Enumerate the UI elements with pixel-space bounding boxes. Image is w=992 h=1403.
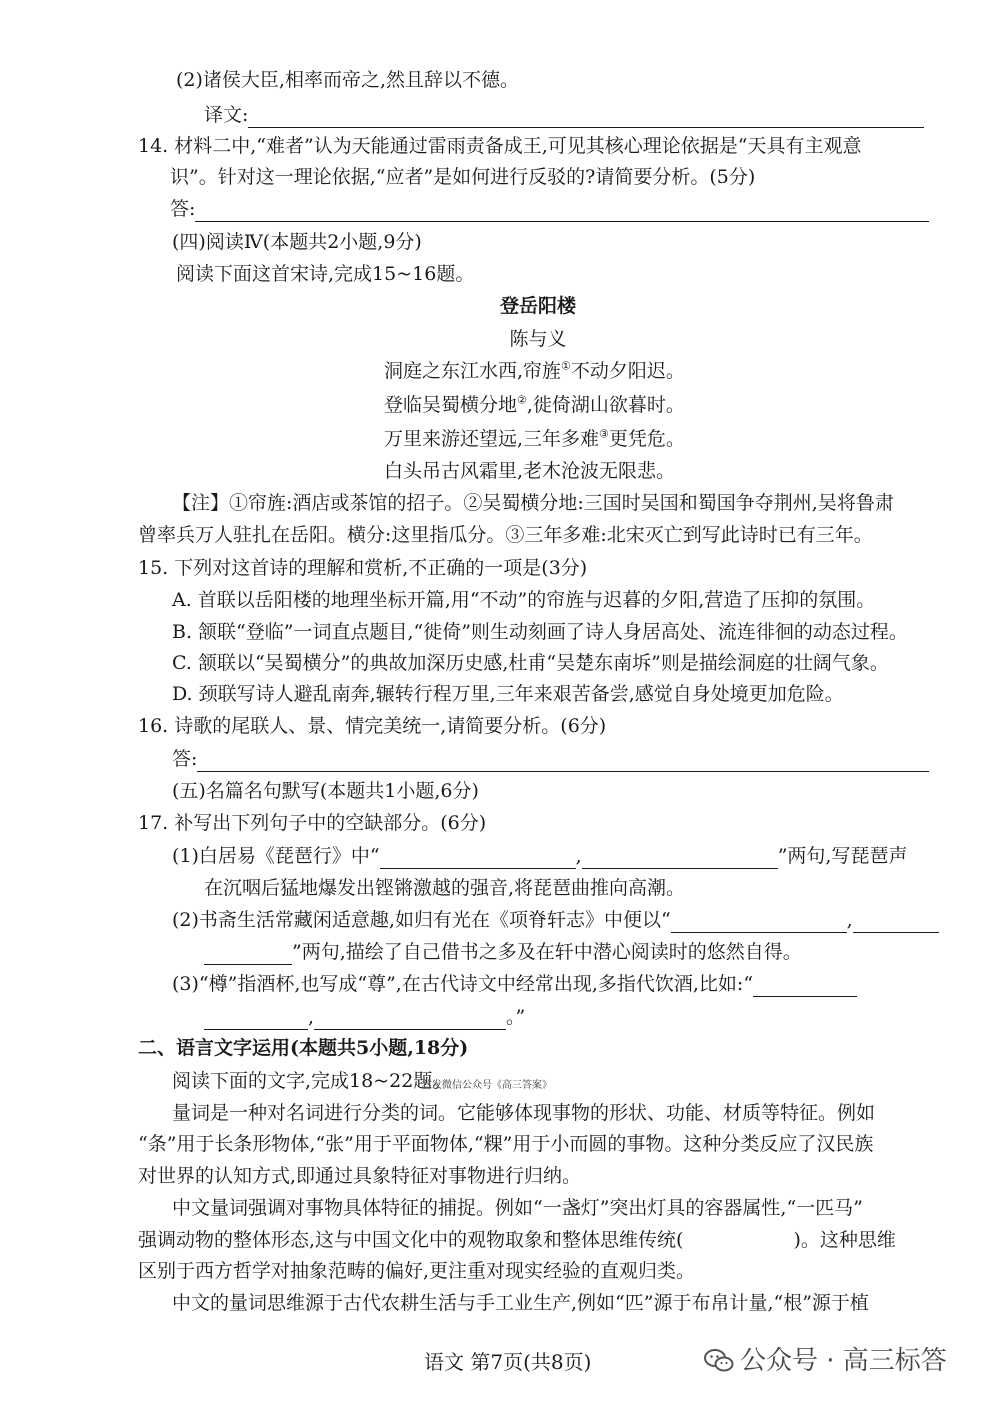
passage-p2-line2 xyxy=(138,1227,896,1253)
q16-stem: 16. 诗歌的尾联人、景、情完美统一,请简要分析。(6分) xyxy=(138,715,607,737)
q17-item-2 xyxy=(172,907,939,933)
q17-item-3-text: (3)“樽”指酒杯,也写成“尊”,在古代诗文中经常出现,多指代饮酒,比如:“ xyxy=(172,973,754,995)
q15-stem: 15. 下列对这首诗的理解和赏析,不正确的一项是(3分) xyxy=(138,557,588,579)
answer-label: 答: xyxy=(172,748,198,770)
passage-p2-line2-text-b: )。这种思维 xyxy=(793,1229,896,1251)
watermark-text: 公众号 · 高三标答 xyxy=(740,1346,947,1376)
q16-answer-row xyxy=(172,746,929,772)
poem-line-3-text-b: 更凭危。 xyxy=(608,428,685,450)
q17-3-end-quote: 。” xyxy=(506,1006,526,1028)
section-4-heading: (四)阅读Ⅳ(本题共2小题,9分) xyxy=(172,231,422,253)
q17-item-1-text-a: (1)白居易《琵琶行》中“ xyxy=(172,845,380,867)
q16-answer-line[interactable] xyxy=(197,751,929,772)
q17-item-2-text-b: ”两句,描绘了自己借书之多及在轩中潜心阅读时的悠然自得。 xyxy=(292,941,802,963)
q17-2-comma: , xyxy=(846,909,853,931)
q17-item-3 xyxy=(172,971,857,997)
small-watermark-text: 首发微信公众号《高三答案》 xyxy=(422,1080,552,1091)
footnote-marker-2: ② xyxy=(517,393,527,407)
poem-line-2-text-b: ,徙倚湖山欲暮时。 xyxy=(526,394,685,416)
poem-author: 陈与义 xyxy=(509,328,567,350)
part-2-intro: 阅读下面的文字,完成18~22题。 xyxy=(172,1070,452,1092)
wechat-icon xyxy=(704,1348,734,1374)
poem-line-2 xyxy=(384,392,685,418)
translation-label: 译文: xyxy=(204,104,249,126)
q17-item-2-continued xyxy=(204,939,802,965)
answer-label: 答: xyxy=(170,198,196,220)
q15-option-a[interactable]: A. 首联以岳阳楼的地理坐标开篇,用“不动”的帘旌与迟暮的夕阳,营造了压抑的氛围。 xyxy=(172,589,876,611)
passage-p1-line3: 对世界的认知方式,即通过具象特征对事物进行归纳。 xyxy=(138,1165,582,1187)
poem-line-4: 白头吊古风霜里,老木沧波无限悲。 xyxy=(384,460,676,482)
q17-1-blank-b[interactable] xyxy=(582,848,778,869)
q17-3-blank-a-start[interactable] xyxy=(753,976,857,997)
q14-answer-line[interactable] xyxy=(195,201,929,222)
section-5-heading: (五)名篇名句默写(本题共1小题,6分) xyxy=(172,780,479,802)
footnote-marker-3: ③ xyxy=(599,427,609,441)
passage-p3-line1: 中文的量词思维源于古代农耕生活与手工业生产,例如“匹”源于布帛计量,“根”源于植 xyxy=(172,1292,869,1314)
q17-item-1-text-b: ”两句,写琵琶声 xyxy=(777,845,908,867)
note-line-1: 【注】①帘旌:酒店或茶馆的招子。②吴蜀横分地:三国时吴国和蜀国争夺荆州,吴将鲁肃 xyxy=(172,492,894,514)
q17-item-1 xyxy=(172,843,907,869)
poem-line-3 xyxy=(384,426,685,452)
note-line-2: 曾率兵万人驻扎在岳阳。横分:这里指瓜分。③三年多难:北宋灭亡到写此诗时已有三年。 xyxy=(138,524,873,546)
page-footer: 语文 第7页(共8页) xyxy=(424,1350,592,1374)
q13-item-2: (2)诸侯大臣,相率而帝之,然且辞以不德。 xyxy=(176,69,519,91)
q14-stem-line1: 14. 材料二中,“难者”认为天能通过雷雨责备成王,可见其核心理论依据是“天具有主观意 xyxy=(138,135,862,157)
q17-item-1-continued: 在沉咽后猛地爆发出铿锵激越的强音,将琵琶曲推向高潮。 xyxy=(204,877,686,899)
poem-title: 登岳阳楼 xyxy=(499,295,576,317)
q17-1-blank-a[interactable] xyxy=(380,848,576,869)
q17-2-blank-b-start[interactable] xyxy=(853,912,939,933)
q17-2-blank-b-end[interactable] xyxy=(204,944,292,965)
q17-item-3-continued xyxy=(204,1004,525,1030)
q17-1-comma: , xyxy=(575,845,582,867)
poem-line-2-text-a: 登临吴蜀横分地 xyxy=(384,394,518,416)
section-4-intro: 阅读下面这首宋诗,完成15~16题。 xyxy=(176,263,475,285)
wechat-watermark xyxy=(704,1348,947,1374)
q14-stem-line2: 识”。针对这一理论依据,“应者”是如何进行反驳的?请简要分析。(5分) xyxy=(170,166,756,188)
q15-option-d[interactable]: D. 颈联写诗人避乱南奔,辗转行程万里,三年来艰苦备尝,感觉自身处境更加危险。 xyxy=(172,683,844,705)
passage-p1-line1: 量词是一种对名词进行分类的词。它能够体现事物的形状、功能、材质等特征。例如 xyxy=(172,1102,876,1124)
poem-line-1-text-a: 洞庭之东江水西,帘旌 xyxy=(384,360,562,382)
q17-3-comma: , xyxy=(308,1006,315,1028)
passage-p1-line2: “条”用于长条形物体,“张”用于平面物体,“粿”用于小而圆的事物。这种分类反应了汉民族 xyxy=(138,1133,874,1155)
q17-3-blank-a-end[interactable] xyxy=(204,1009,308,1030)
q17-3-blank-b[interactable] xyxy=(314,1009,506,1030)
q17-stem: 17. 补写出下列句子中的空缺部分。(6分) xyxy=(138,812,487,834)
q15-option-b[interactable]: B. 颔联“登临”一词直点题目,“徙倚”则生动刻画了诗人身居高处、流连徘徊的动态过程。 xyxy=(172,621,908,643)
passage-p2-line3: 区别于西方哲学对抽象范畴的偏好,更注重对现实经验的直观归类。 xyxy=(138,1260,696,1282)
q17-2-blank-a[interactable] xyxy=(671,912,847,933)
q14-answer-row xyxy=(170,196,929,222)
poem-line-1 xyxy=(384,358,685,384)
passage-p2-line2-text-a: 强调动物的整体形态,这与中国文化中的观物取象和整体思维传统( xyxy=(138,1229,684,1251)
q17-item-2-text-a: (2)书斋生活常藏闲适意趣,如归有光在《项脊轩志》中便以“ xyxy=(172,909,671,931)
part-2-heading: 二、语言文字运用(本题共5小题,18分) xyxy=(138,1037,469,1059)
poem-line-3-text-a: 万里来游还望远,三年多难 xyxy=(384,428,600,450)
footnote-marker-1: ① xyxy=(561,359,571,373)
passage-p2-line1: 中文量词强调对事物具体特征的捕捉。例如“一盏灯”突出灯具的容器属性,“一匹马” xyxy=(172,1197,863,1219)
translation-answer-line[interactable] xyxy=(248,107,924,128)
q13-translation-row xyxy=(204,102,924,128)
q15-option-c[interactable]: C. 颔联以“吴蜀横分”的典故加深历史感,杜甫“吴楚东南坼”则是描绘洞庭的壮阔气象。 xyxy=(172,652,889,674)
poem-line-1-text-b: 不动夕阳迟。 xyxy=(570,360,685,382)
